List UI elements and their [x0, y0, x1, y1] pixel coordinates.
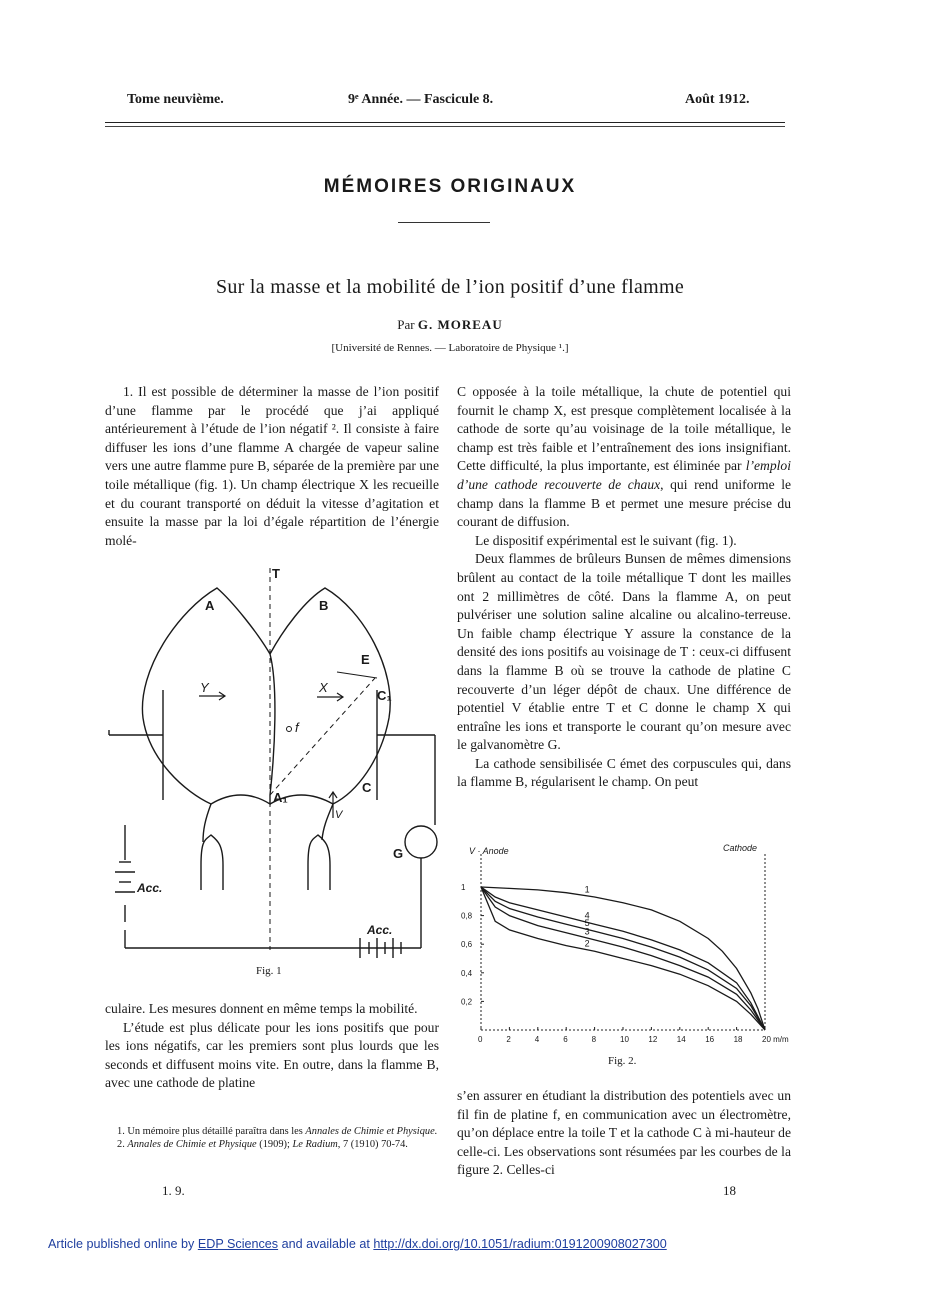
- label-b: B: [319, 598, 329, 613]
- figure-2-chart: [457, 842, 795, 1050]
- y-tick-label: 0,4: [461, 968, 473, 978]
- curve-label-5: 5: [584, 917, 590, 928]
- diagonal-a1-c1: [270, 678, 375, 795]
- author-line: [105, 317, 795, 333]
- x-tick-label: 12: [648, 1035, 658, 1044]
- label-e: E: [361, 652, 370, 667]
- author-name: G. MOREAU: [417, 317, 503, 332]
- x-tick-label: 16: [705, 1035, 715, 1044]
- x-tick-label: 4: [534, 1035, 540, 1044]
- article-title: Sur la masse et la mobilité de l’ion positif d’une flamme: [215, 276, 685, 298]
- x-tick-label: 18: [733, 1035, 743, 1044]
- galvanometer-g: [405, 826, 437, 858]
- x-tick-label: 8: [591, 1035, 597, 1044]
- y-tick-label: 1: [461, 883, 466, 892]
- curve-label-1: 1: [584, 884, 590, 895]
- label-y: Y: [200, 680, 209, 695]
- label-a: A: [205, 598, 215, 613]
- x-tick-label: 10: [620, 1035, 629, 1044]
- notice-prefix: Article published online by: [48, 1237, 198, 1251]
- paragraph-r2: Le dispositif expérimental est le suivant (fig. 1).: [475, 532, 737, 548]
- x-tick-label: 14: [676, 1035, 686, 1044]
- burner-b: [308, 835, 330, 890]
- page-number: 18: [723, 1183, 736, 1198]
- y-tick-label: 0,2: [461, 997, 473, 1007]
- label-c: C: [362, 780, 372, 795]
- curve-2: [481, 884, 765, 1030]
- footnotes: [105, 1125, 439, 1151]
- y-axis-label: V · Anode: [469, 846, 509, 856]
- header-rule: [105, 122, 785, 123]
- curve-label-3: 3: [584, 926, 590, 937]
- y-tick-label: 0,8: [461, 911, 473, 921]
- header-rule-thin: [105, 126, 785, 127]
- x-tick-label: 20 m/m: [762, 1035, 789, 1044]
- curve-label-4: 4: [584, 910, 590, 921]
- label-v: V: [335, 809, 343, 821]
- paragraph-r1: C opposée à la toile métallique, la chute de potentiel qui fournit le champ X, est presque complètement localisée à la cathode de sorte qu’au voisinage de la toile métallique, le champ est très faible et l’entraînement des ions insignifiant. Cette difficulté, la plus importante, est éliminée par l’emploi d’une cathode recouverte de chaux, qui rend uniforme le champ dans la flamme B et permet une mesure précise du courant de diffusion.: [457, 384, 792, 530]
- paragraph-2: L’étude est plus délicate pour les ions positifs que pour les ions négatifs, car les premiers sont plus lourds que les seconds et diffusent moins vite. En outre, dans la flamme B, avec une cathode de platine: [105, 1019, 439, 1091]
- online-notice: [48, 1237, 667, 1251]
- label-acc-left: Acc.: [137, 881, 163, 895]
- x-tick-label: 6: [563, 1035, 568, 1044]
- left-column-bottom: [105, 1000, 439, 1093]
- label-t: T: [272, 566, 280, 581]
- figure-2-caption: Fig. 2.: [608, 1055, 637, 1067]
- running-header: [105, 92, 785, 114]
- right-column-top: [457, 383, 791, 792]
- header-issue: 9ᵉ Année. — Fascicule 8.: [348, 92, 494, 107]
- figure-1-caption: Fig. 1: [256, 965, 282, 977]
- author-prefix: Par: [397, 317, 415, 332]
- publisher-link[interactable]: EDP Sciences: [197, 1237, 279, 1251]
- paragraph-1: 1. Il est possible de déterminer la masse de l’ion positif d’une flamme par le procédé que j’ai appliqué antérieurement à l’étude de l’ion négatif ². Il consiste à faire diffuser les ions d’une flamme A chargée de vapeur saline vers une autre flamme pure B, séparée de la première par une toile métallique (fig. 1). Un champ électrique X les recueille et du courant transporté on déduit la vitesse d’agitation et ensuite la masse par la loi d’égale répartition de l’énergie molé-: [105, 384, 439, 548]
- paragraph-r4: La cathode sensibilisée C émet des corpuscules qui, dans la flamme B, régularisent le champ. On peut: [457, 755, 791, 790]
- y-tick-label: 0,6: [461, 940, 473, 950]
- x-tick-label: 0: [478, 1035, 483, 1044]
- x-tick-label: 2: [506, 1035, 511, 1044]
- header-date: Août 1912.: [685, 92, 750, 107]
- doi-link[interactable]: http://dx.doi.org/10.1051/radium:0191200908027300: [373, 1237, 667, 1251]
- section-divider: [398, 222, 490, 223]
- figure-1-diagram: [105, 560, 440, 960]
- paragraph-1-end: culaire. Les mesures donnent en même temps la mobilité.: [105, 1001, 418, 1016]
- footnote-2: 2. Annales de Chimie et Physique (1909); Le Radium, 7 (1910) 70-74.: [117, 1139, 408, 1150]
- paragraph-r3: Deux flammes de brûleurs Bunsen de mêmes dimensions brûlent au contact de la toile métallique T dont les mailles ont 2 millimètres de côté. Dans la flamme A, on peut pulvériser une solution saline alcaline ou alcalino-terreuse. Un faible champ électrique Y assure la constance de la densité des ions positifs au voisinage de T : ceux-ci diffusent dans la flamme B où se trouve la cathode de platine C recouverte d’un léger dépôt de chaux. Une différence de potentiel V établie entre T et C donne le champ X qui entraîne les ions et transporte le courant qu’on mesure avec le galvanomètre G.: [457, 551, 791, 753]
- label-a1: A₁: [273, 790, 288, 805]
- burner-a: [201, 835, 223, 890]
- label-f: f: [295, 720, 299, 735]
- section-title: MÉMOIRES ORIGINAUX: [323, 176, 577, 197]
- flame-b-outline: [270, 588, 390, 804]
- footnote-1: 1. Un mémoire plus détaillé paraîtra dans les Annales de Chimie et Physique.: [117, 1126, 438, 1137]
- paragraph-r5: s’en assurer en étudiant la distribution des potentiels avec un fil fin de platine f, en communication avec un électromètre, qu’on déplace entre la toile T et la cathode C à mi-hauteur de celle-ci. Les observations sont résumées par les courbes de la figure 2. Celles-ci: [457, 1088, 791, 1178]
- affiliation: [Université de Rennes. — Laboratoire de Physique ¹.]: [331, 342, 569, 354]
- signature-mark: 1. 9.: [162, 1183, 185, 1198]
- right-column-bottom: [457, 1087, 791, 1180]
- cathode-label: Cathode: [723, 843, 758, 853]
- label-acc-bottom: Acc.: [367, 923, 393, 937]
- label-x: X: [319, 680, 328, 695]
- left-column-top: [105, 383, 439, 550]
- notice-middle: and available at: [278, 1237, 374, 1251]
- label-c1: C₁: [377, 688, 392, 703]
- label-g: G: [393, 846, 404, 861]
- header-volume: Tome neuvième.: [127, 92, 224, 107]
- curve-label-2: 2: [584, 938, 590, 949]
